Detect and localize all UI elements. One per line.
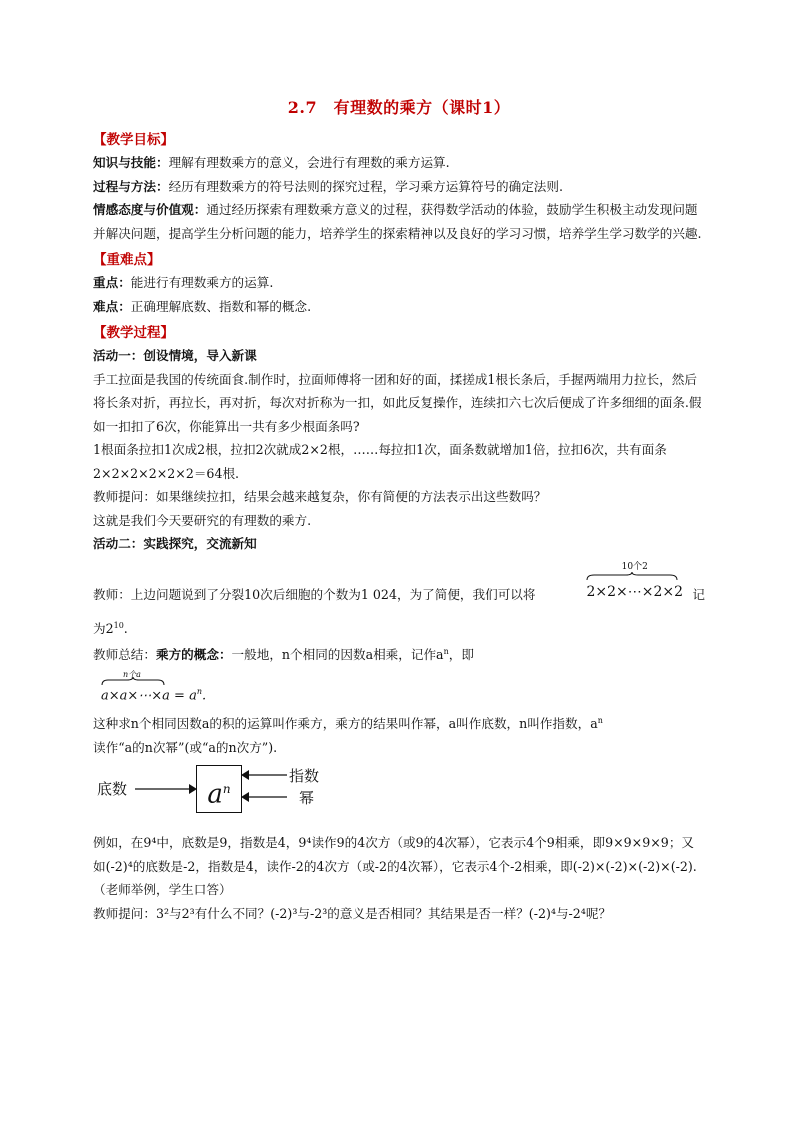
box-base: a <box>207 779 223 810</box>
process-header: 【教学过程】 <box>93 325 174 341</box>
goal-text: 理解有理数乘方的意义，会进行有理数的乘方运算. <box>168 155 450 170</box>
paragraph: 例如，在9⁴中，底数是9，指数是4，9⁴读作9的4次方（或9的4次幂），它表示4个9相乘，即9×9×9×9；又如(-2)⁴的底数是-2，指数是4，读作-2的4次方（或-2的4次幂），它表示4个-2相乘，即(-2)×(-2)×(-2)×(-2).（老师举例，学生口答） <box>93 835 697 898</box>
text-fragment: . <box>123 620 128 636</box>
activity-2-title: 活动二：实践探究，交流新知 <box>93 536 257 551</box>
superscript: n <box>443 647 449 657</box>
text-fragment: ，即 <box>448 647 474 663</box>
power-diagram <box>93 765 705 827</box>
formula-caption: n个a <box>123 669 141 679</box>
superscript: n <box>597 715 603 725</box>
difficult-point <box>93 295 705 319</box>
paragraph: 教师提问：3²与2³有什么不同？(-2)³与-2³的意义是否相同？其结果是否一样？(-2)⁴与-2⁴呢？ <box>93 905 612 921</box>
brace-caption: 10个2 <box>621 561 648 572</box>
key-text: 能进行有理数乘方的运算. <box>130 275 274 290</box>
superscript: 10 <box>113 620 124 630</box>
brace-row <box>93 556 705 614</box>
document-page <box>93 95 705 925</box>
overbrace-icon <box>101 677 165 686</box>
arrow-right-icon <box>135 782 197 796</box>
goal-emotion <box>93 198 705 245</box>
paragraph <box>93 640 705 667</box>
paragraph: 1根面条拉扣1次成2根，拉扣2次就成2×2根，……每拉扣1次，面条数就增加1倍，拉扣6次，共有面条2×2×2×2×2×2＝64根. <box>93 442 667 481</box>
text-fragment: 记 <box>692 586 705 602</box>
key-label: 重点： <box>93 275 131 290</box>
text-fragment: a×a×⋯×a = a <box>101 688 197 704</box>
definition-formula <box>93 669 705 709</box>
goal-label: 知识与技能： <box>93 155 169 170</box>
text-fragment: 一般地，n个相同的因数a相乘，记作a <box>231 647 444 663</box>
key-header: 【重难点】 <box>93 252 161 268</box>
goal-text: 经历有理数乘方的符号法则的探究过程，学习乘方运算符号的确定法则. <box>168 178 563 194</box>
text-fragment: 为2 <box>93 620 114 636</box>
overbrace-expression <box>586 562 683 600</box>
goal-label: 情感态度与价值观： <box>93 202 207 217</box>
key-label: 难点： <box>93 298 131 314</box>
goal-text: 通过经历探索有理数乘方意义的过程，获得数学活动的体验，鼓励学生积极主动发现问题并解决问题，提高学生分析问题的能力，培养学生的探索精神以及良好的学习习惯，培养学生学习数学的兴趣. <box>93 202 702 241</box>
brace-expression: 2×2×⋯×2×2 <box>586 583 683 600</box>
paragraph: 手工拉面是我国的传统面食.制作时，拉面师傅将一团和好的面，揉搓成1根长条后，手握两端用力拉长，然后将长条对折，再拉长，再对折，每次对折称为一扣，如此反复操作，连续扣六七次后便成了许多细细的面条.假如一扣扣了6次，你能算出一共有多少根面条吗? <box>93 371 702 434</box>
text-fragment: . <box>202 688 207 704</box>
paragraph: 教师：上边问题说到了分裂10次后细胞的个数为1 024，为了简便，我们可以将 <box>93 586 536 602</box>
paragraph: 教师提问：如果继续拉扣，结果会越来越复杂，你有简便的方法表示出这些数吗？ <box>93 489 547 504</box>
exponent-label: 指数 <box>289 767 320 786</box>
goal-process <box>93 175 705 199</box>
goal-label: 过程与方法： <box>93 178 169 194</box>
goal-knowledge <box>93 151 705 175</box>
power-box <box>196 765 242 813</box>
text-fragment: 这种求n个相同因数a的积的运算叫作乘方，乘方的结果叫作幂，a叫作底数，n叫作指数，a <box>93 716 598 732</box>
concept-label: 乘方的概念： <box>155 647 232 663</box>
paragraph: 读作“a的n次幂”(或“a的n次方”). <box>93 739 278 755</box>
formula-body <box>101 687 206 703</box>
key-point <box>93 271 705 295</box>
power-label: 幂 <box>299 789 315 808</box>
key-text: 正确理解底数、指数和幂的概念. <box>130 298 312 314</box>
goals-header: 【教学目标】 <box>93 132 174 148</box>
page-title: 2.7 有理数的乘方（课时1） <box>287 98 511 117</box>
overbrace-icon <box>586 572 678 581</box>
summary-label: 教师总结： <box>93 647 156 663</box>
base-label: 底数 <box>97 780 128 799</box>
superscript: n <box>196 686 202 696</box>
activity-1-title: 活动一：创设情境，导入新课 <box>93 348 257 363</box>
paragraph <box>93 614 705 641</box>
paragraph <box>93 709 705 736</box>
paragraph: 这就是我们今天要研究的有理数的乘方. <box>93 512 312 528</box>
arrows-left-icon <box>241 769 287 809</box>
box-sup: n <box>222 782 231 797</box>
